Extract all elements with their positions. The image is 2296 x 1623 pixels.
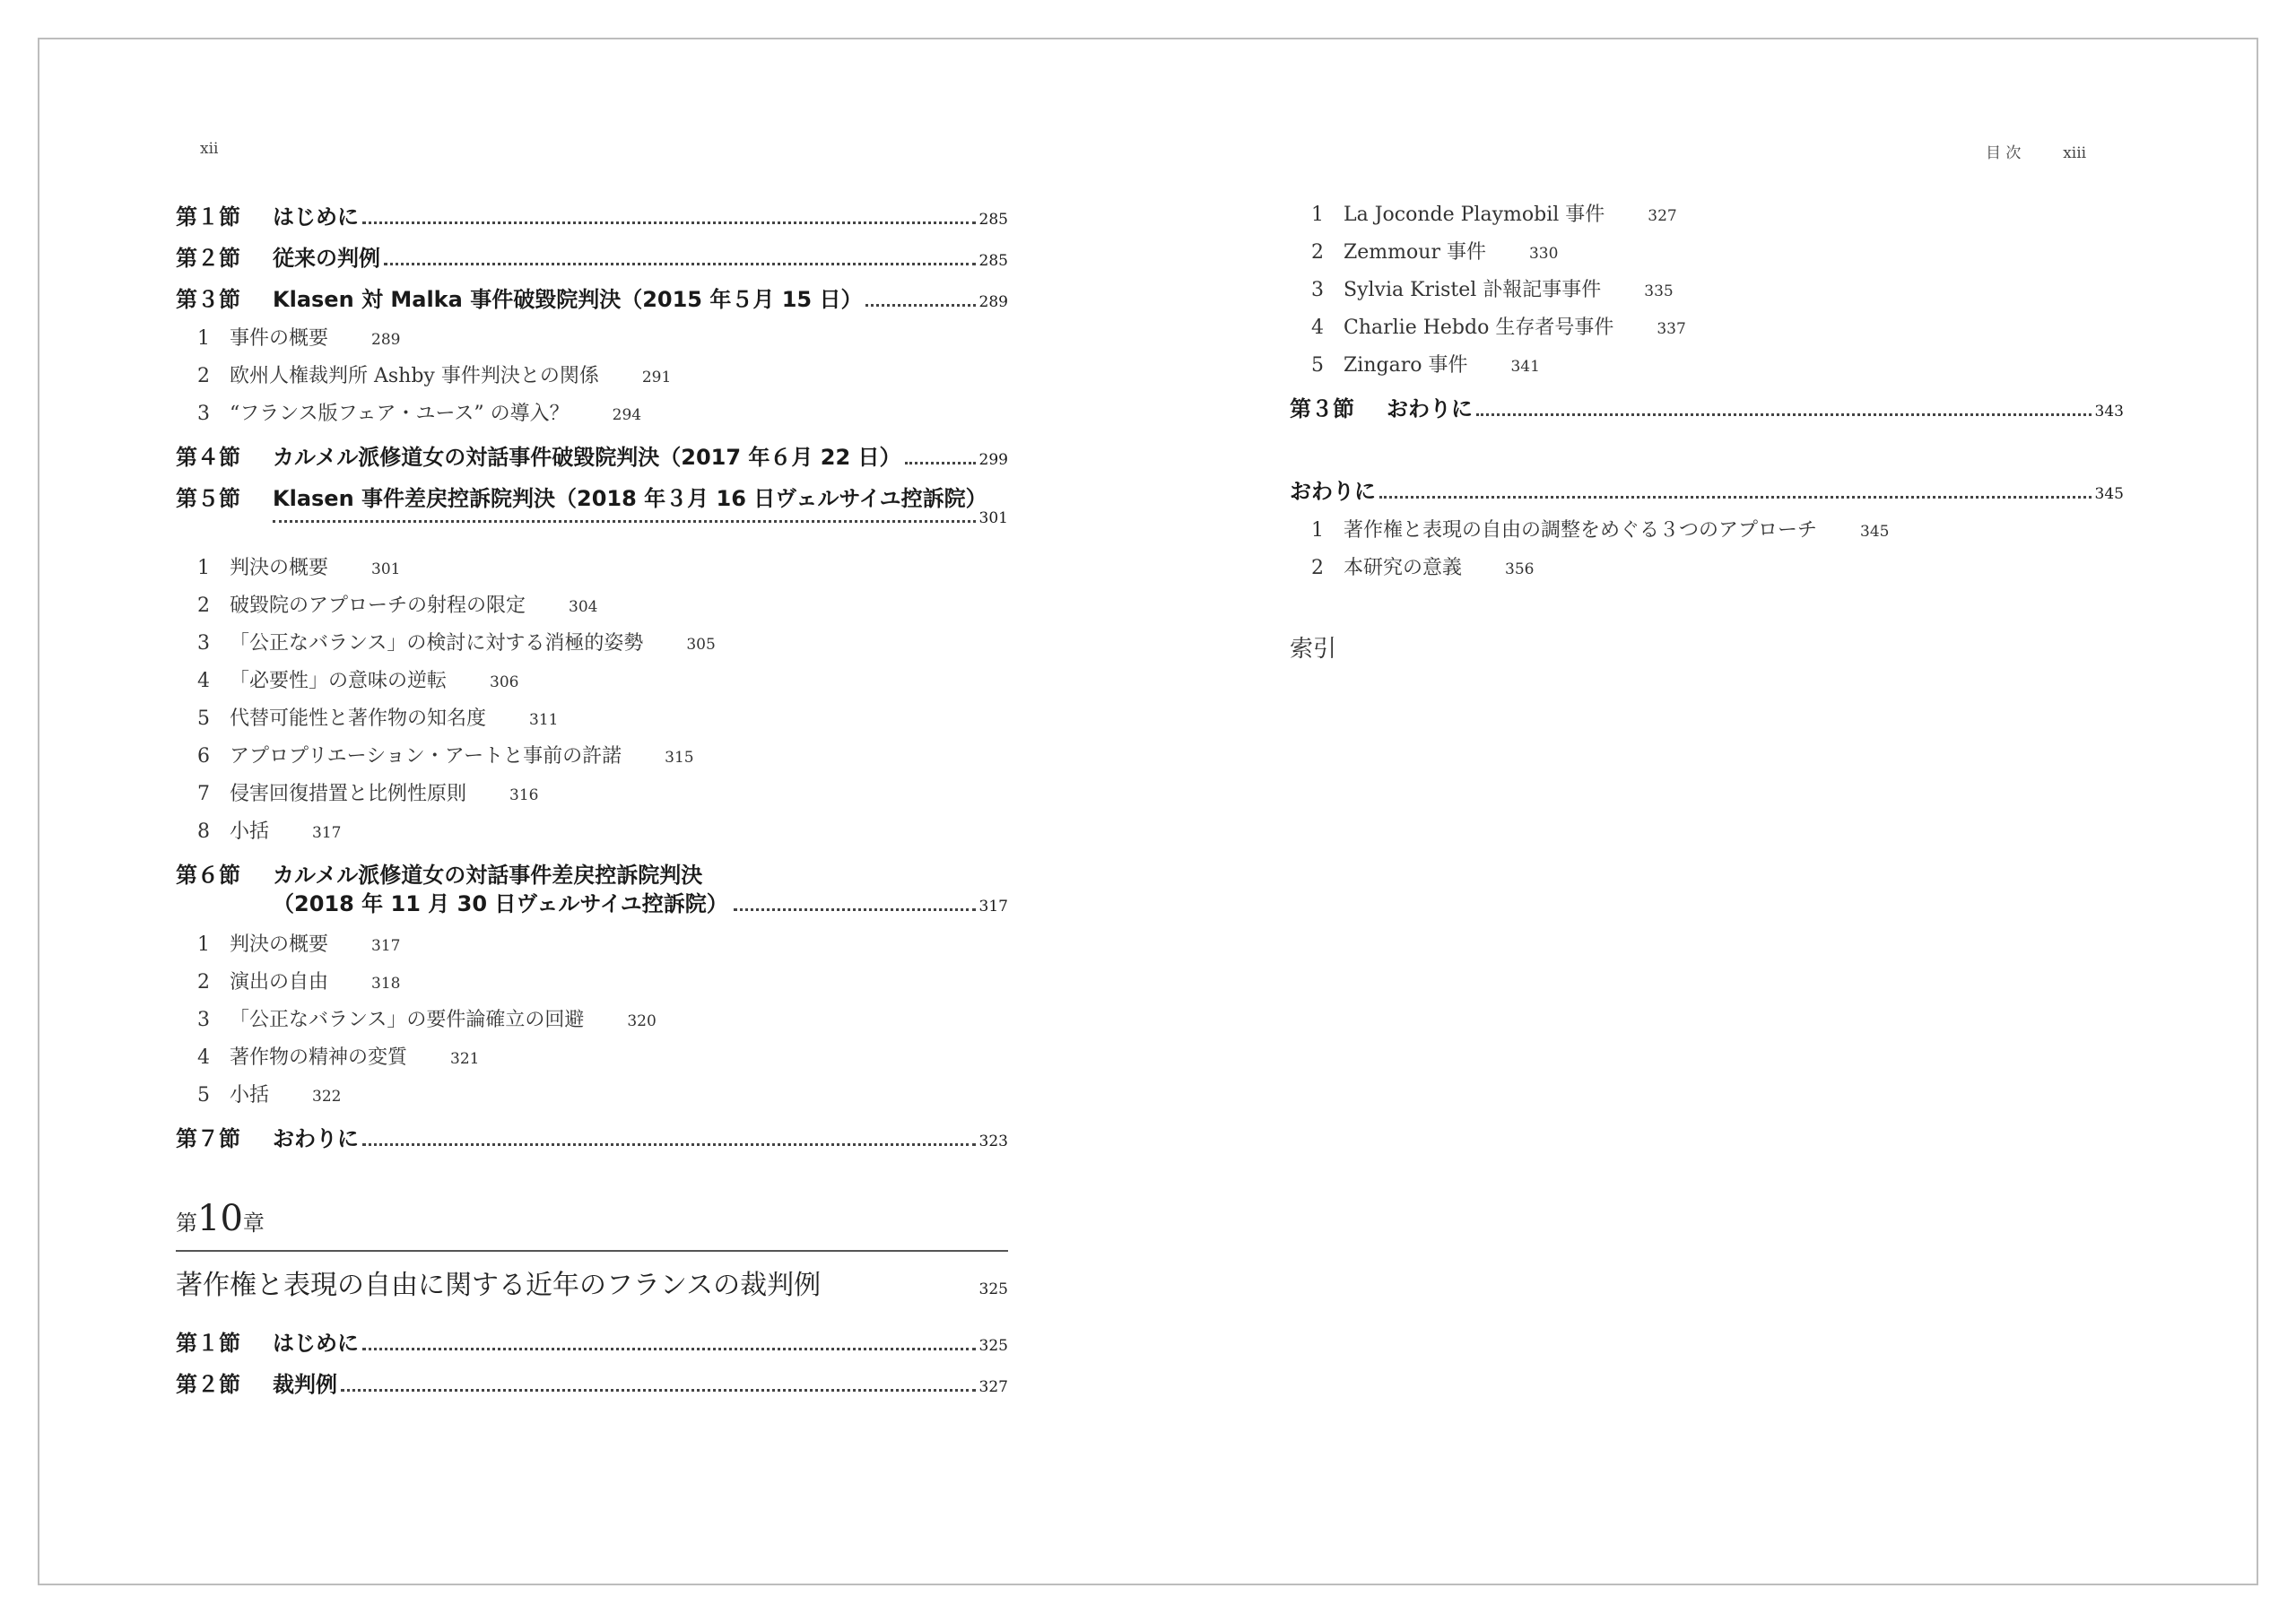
page-ref: 327 <box>978 1378 1008 1396</box>
item-title: Zemmour 事件 <box>1344 241 1486 264</box>
page-ref: 343 <box>2094 403 2124 421</box>
section-title: はじめに <box>273 1331 359 1356</box>
item-title: 著作権と表現の自由の調整をめぐる３つのアプローチ <box>1344 519 1818 542</box>
page-ref: 317 <box>978 898 1008 916</box>
section-title-line2: （2018 年 11 月 30 日ヴェルサイユ控訴院） <box>273 891 728 916</box>
toc-section[interactable] <box>176 439 1008 477</box>
toc-item[interactable] <box>1290 274 2124 312</box>
item-title: 事件の概要 <box>230 327 329 350</box>
page-ref: 311 <box>529 711 559 729</box>
item-title: 「公正なバランス」の要件論確立の回避 <box>230 1009 585 1031</box>
section-number: 第２節 <box>176 1372 240 1397</box>
section-number: 第２節 <box>176 246 240 271</box>
toc-item[interactable] <box>176 590 1008 628</box>
dot-leader <box>865 304 975 307</box>
toc-item[interactable] <box>176 628 1008 665</box>
toc-item[interactable] <box>1290 515 2124 552</box>
page-ref: 316 <box>509 786 539 804</box>
item-number: 2 <box>1311 241 1324 264</box>
item-number: 4 <box>197 670 210 692</box>
item-title: 小括 <box>230 1084 270 1107</box>
item-title: 小括 <box>230 820 270 843</box>
item-title: 破毀院のアプローチの射程の限定 <box>230 595 526 617</box>
toc-section[interactable] <box>176 1367 1008 1404</box>
index-entry[interactable]: 索引 <box>1290 636 1337 663</box>
page-ref: 356 <box>1505 560 1535 578</box>
item-title: 代替可能性と著作物の知名度 <box>230 707 487 730</box>
item-title: La Joconde Playmobil 事件 <box>1344 204 1605 226</box>
toc-item[interactable] <box>176 360 1008 398</box>
item-number: 1 <box>197 327 210 350</box>
right-page <box>1290 0 2124 1623</box>
section-number: 第１節 <box>176 1331 240 1356</box>
page-ref: 315 <box>665 749 694 767</box>
item-number: 3 <box>197 632 210 655</box>
item-title: 「公正なバランス」の検討に対する消極的姿勢 <box>230 632 644 655</box>
page-ref: 345 <box>1860 523 1890 541</box>
toc-item[interactable] <box>176 929 1008 967</box>
page-ref: 299 <box>978 451 1008 469</box>
section-title: 裁判例 <box>273 1372 337 1397</box>
page-ref: 325 <box>978 1337 1008 1355</box>
section-number: 第６節 <box>176 863 240 888</box>
toc-item[interactable] <box>176 665 1008 703</box>
item-number: 4 <box>197 1046 210 1069</box>
toc-item[interactable] <box>176 1004 1008 1042</box>
item-number: 8 <box>197 820 210 843</box>
page-number-right: xiii <box>2063 144 2087 162</box>
page-ref: 305 <box>686 636 716 654</box>
section-title: おわりに <box>273 1126 359 1151</box>
item-number: 2 <box>197 971 210 994</box>
toc-item[interactable] <box>176 967 1008 1004</box>
section-title: Klasen 事件差戻控訴院判決（2018 年３月 16 日ヴェルサイユ控訴院） <box>273 486 987 511</box>
item-number: 6 <box>197 745 210 768</box>
item-number: 3 <box>197 1009 210 1031</box>
dot-leader <box>341 1389 976 1392</box>
page-ref: 317 <box>312 824 342 842</box>
section-title: Klasen 対 Malka 事件破毀院判決（2015 年５月 15 日） <box>273 287 863 312</box>
section-number: 第３節 <box>176 287 240 312</box>
toc-item[interactable] <box>176 323 1008 360</box>
section-number: 第７節 <box>176 1126 240 1151</box>
item-number: 3 <box>1311 279 1324 301</box>
toc-item[interactable] <box>1290 237 2124 274</box>
item-number: 2 <box>197 595 210 617</box>
page-ref: 325 <box>978 1280 1008 1298</box>
dot-leader <box>362 1348 976 1350</box>
page-ref: 330 <box>1528 245 1559 263</box>
toc-section[interactable] <box>176 1121 1008 1159</box>
item-title: “フランス版フェア・ユース” の導入？ <box>230 403 570 425</box>
page-ref: 327 <box>1648 207 1677 225</box>
item-number: 7 <box>197 783 210 805</box>
item-title: Charlie Hebdo 生存者号事件 <box>1344 317 1614 339</box>
item-number: 4 <box>1311 317 1324 339</box>
section-number: 第３節 <box>1290 396 1354 421</box>
dot-leader <box>734 908 976 911</box>
item-title: 判決の概要 <box>230 933 329 956</box>
item-title: 演出の自由 <box>230 971 329 994</box>
item-title: Sylvia Kristel 訃報記事事件 <box>1344 279 1602 301</box>
conclusion-title: おわりに <box>1290 479 1376 504</box>
item-number: 1 <box>197 557 210 579</box>
chapter-suffix: 章 <box>242 1211 265 1236</box>
toc-section-continuation <box>176 509 1008 547</box>
page-ref: 285 <box>978 211 1008 229</box>
toc-section[interactable] <box>176 282 1008 319</box>
page-number-left: xii <box>200 140 219 158</box>
page-ref: 323 <box>978 1133 1008 1150</box>
item-number: 3 <box>197 403 210 425</box>
section-number: 第１節 <box>176 204 240 230</box>
item-number: 2 <box>1311 557 1324 579</box>
section-number: 第５節 <box>176 486 240 511</box>
page-ref: 301 <box>978 509 1008 527</box>
toc-section-continuation <box>176 886 1008 924</box>
item-number: 1 <box>197 933 210 956</box>
toc-item[interactable] <box>176 816 1008 854</box>
item-title: Zingaro 事件 <box>1344 354 1468 377</box>
dot-leader <box>905 462 976 464</box>
toc-item[interactable] <box>1290 552 2124 590</box>
left-page <box>176 0 1008 1623</box>
dot-leader <box>273 520 976 523</box>
chapter-title: 著作権と表現の自由に関する近年のフランスの裁判例 <box>176 1270 822 1301</box>
page-ref: 291 <box>641 369 672 386</box>
page-ref: 294 <box>612 406 642 424</box>
item-title: 本研究の意義 <box>1344 557 1463 579</box>
dot-leader <box>1379 496 2092 499</box>
page-ref: 335 <box>1644 282 1674 300</box>
page-ref: 301 <box>371 560 401 578</box>
chapter-number: 10 <box>197 1198 243 1239</box>
chapter-heading[interactable] <box>176 1263 1008 1302</box>
dot-leader <box>384 263 976 265</box>
dot-leader <box>362 1143 976 1146</box>
toc-item[interactable] <box>1290 199 2124 237</box>
item-title: 「必要性」の意味の逆転 <box>230 670 448 692</box>
item-number: 1 <box>1311 519 1324 542</box>
section-number: 第４節 <box>176 445 240 470</box>
toc-item[interactable] <box>176 778 1008 816</box>
section-title: はじめに <box>273 204 359 230</box>
page-ref: 322 <box>312 1088 342 1106</box>
dot-leader <box>1476 413 2092 416</box>
item-number: 5 <box>1311 354 1324 377</box>
item-title: 判決の概要 <box>230 557 329 579</box>
page-ref: 289 <box>371 331 401 349</box>
page-ref: 285 <box>978 252 1008 270</box>
item-title: アプロプリエーション・アートと事前の許諾 <box>230 745 622 768</box>
item-title: 著作物の精神の変質 <box>230 1046 408 1069</box>
toc-item[interactable] <box>176 1042 1008 1080</box>
toc-item[interactable] <box>176 703 1008 741</box>
item-number: 2 <box>197 365 210 387</box>
toc-item[interactable] <box>176 741 1008 778</box>
page-ref: 289 <box>978 293 1008 311</box>
toc-section[interactable] <box>1290 391 2124 429</box>
section-title: カルメル派修道女の対話事件差戻控訴院判決 <box>273 863 703 888</box>
page-ref: 337 <box>1657 320 1686 338</box>
page-ref: 321 <box>450 1050 480 1068</box>
toc-item[interactable] <box>1290 350 2124 387</box>
toc-section[interactable] <box>176 240 1008 278</box>
page-ref: 306 <box>490 673 519 691</box>
dot-leader <box>362 221 976 224</box>
item-title: 欧州人権裁判所 Ashby 事件判決との関係 <box>230 365 599 387</box>
running-header-label: 目 次 <box>1986 144 2022 162</box>
page-ref: 345 <box>2094 485 2124 503</box>
item-number: 5 <box>197 1084 210 1107</box>
page-ref: 318 <box>371 975 401 993</box>
item-title: 侵害回復措置と比例性原則 <box>230 783 467 805</box>
chapter-prefix: 第 <box>176 1211 197 1236</box>
toc-item[interactable] <box>1290 312 2124 350</box>
page-ref: 341 <box>1510 358 1540 376</box>
toc-section[interactable] <box>176 1325 1008 1363</box>
chapter-rule <box>176 1250 1008 1252</box>
toc-conclusion[interactable] <box>1290 473 2124 511</box>
page-ref: 304 <box>569 598 598 616</box>
toc-section[interactable] <box>176 199 1008 237</box>
toc-item[interactable] <box>176 552 1008 590</box>
section-title: カルメル派修道女の対話事件破毀院判決（2017 年６月 22 日） <box>273 445 901 470</box>
page-ref: 317 <box>371 937 401 955</box>
section-title: 従来の判例 <box>273 246 380 271</box>
toc-item[interactable] <box>176 1080 1008 1117</box>
chapter-label <box>176 1198 265 1239</box>
item-number: 1 <box>1311 204 1324 226</box>
toc-item[interactable] <box>176 398 1008 436</box>
section-title: おわりに <box>1387 396 1473 421</box>
item-number: 5 <box>197 707 210 730</box>
page-ref: 320 <box>627 1012 657 1030</box>
